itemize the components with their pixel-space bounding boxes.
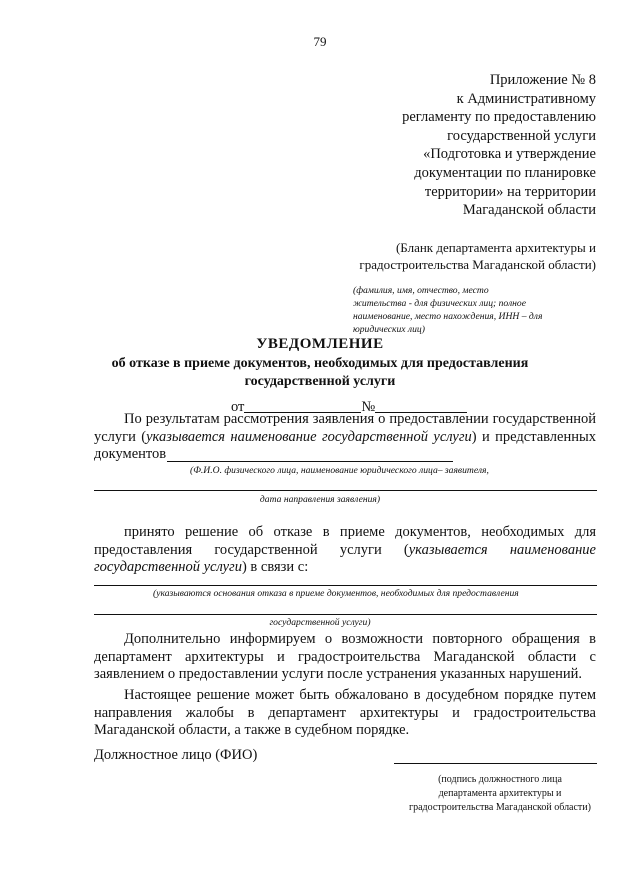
p1-line-1: По результатам рассмотрения заявления о предоставлении государственной <box>124 411 596 427</box>
p1-line-2: услуги (указывается наименование государственной услуги) и представленных <box>94 429 596 445</box>
appendix-line: государственной услуги <box>447 127 596 144</box>
number-label: № <box>361 399 376 415</box>
appendix-reference <box>356 71 596 220</box>
signature-caption-line: (подпись должностного лица <box>438 774 562 785</box>
letterhead-line: градостроительства Магаданской области) <box>359 257 596 272</box>
official-label: Должностное лицо (ФИО) <box>94 747 258 763</box>
applicant-blank-line[interactable] <box>167 461 453 462</box>
p1-line-3: документов <box>94 446 167 462</box>
reason-caption-1: (указываются основания отказа в приеме документов, необходимых для предоставления <box>153 588 519 599</box>
paragraph-appeal: Настоящее решение может быть обжаловано в досудебном порядке путем направления жалобы в департамент архитектуры и градостроительства Магаданской области, а также в судебном порядке. <box>94 687 596 738</box>
recipient-line: (фамилия, имя, отчество, место <box>353 285 489 296</box>
signature-caption-line: департамента архитектуры и <box>438 788 562 799</box>
letterhead-line: (Бланк департамента архитектуры и <box>395 240 596 255</box>
recipient-line: наименование, место нахождения, ИНН – для <box>353 311 543 322</box>
applicant-caption: (Ф.И.О. физического лица, наименование юридического лица– заявителя, <box>190 465 489 476</box>
appendix-line: территории» на территории <box>424 183 596 200</box>
reason-blank-line[interactable] <box>94 585 597 586</box>
document-title: УВЕДОМЛЕНИЕ <box>256 336 384 352</box>
letterhead-note <box>296 239 596 273</box>
appendix-line: к Административному <box>456 90 596 107</box>
reason-blank-line-2[interactable] <box>94 614 597 615</box>
page-number: 79 <box>313 34 327 49</box>
subtitle-line: об отказе в приеме документов, необходимых для предоставления <box>111 356 529 371</box>
paragraph-reapply: Дополнительно информируем о возможности повторного обращения в департамент архитектуры и градостроительства Магаданской области с заявлением о предоставлении услуги после устранения указанных нарушений. <box>94 631 596 682</box>
recipient-block <box>353 284 597 336</box>
p2-line-2: предоставления государственной услуги (указывается наименование <box>94 542 596 558</box>
appendix-line: Магаданской области <box>462 202 596 219</box>
from-label: от <box>231 399 245 415</box>
reason-caption-2: государственной услуги) <box>269 617 371 628</box>
subtitle-line: государственной услуги <box>244 374 396 389</box>
p2-line-1: принято решение об отказе в приеме документов, необходимых для <box>124 524 596 540</box>
appendix-line: документации по планировке <box>414 164 596 181</box>
appendix-line: «Подготовка и утверждение <box>423 146 596 163</box>
signature-line[interactable] <box>394 763 597 764</box>
signature-caption <box>400 773 600 815</box>
applicant-blank-line-2[interactable] <box>94 490 597 491</box>
date-caption: дата направления заявления) <box>259 494 381 505</box>
recipient-line: жительства - для физических лиц; полное <box>353 298 526 309</box>
appendix-line: Приложение № 8 <box>489 72 596 88</box>
signature-caption-line: градостроительства Магаданской области) <box>408 802 591 813</box>
p2-line-3: государственной услуги) в связи с: <box>94 559 309 575</box>
document-subtitle <box>40 355 600 391</box>
appendix-line: регламенту по предоставлению <box>402 109 596 126</box>
recipient-line: юридических лиц) <box>353 324 425 335</box>
